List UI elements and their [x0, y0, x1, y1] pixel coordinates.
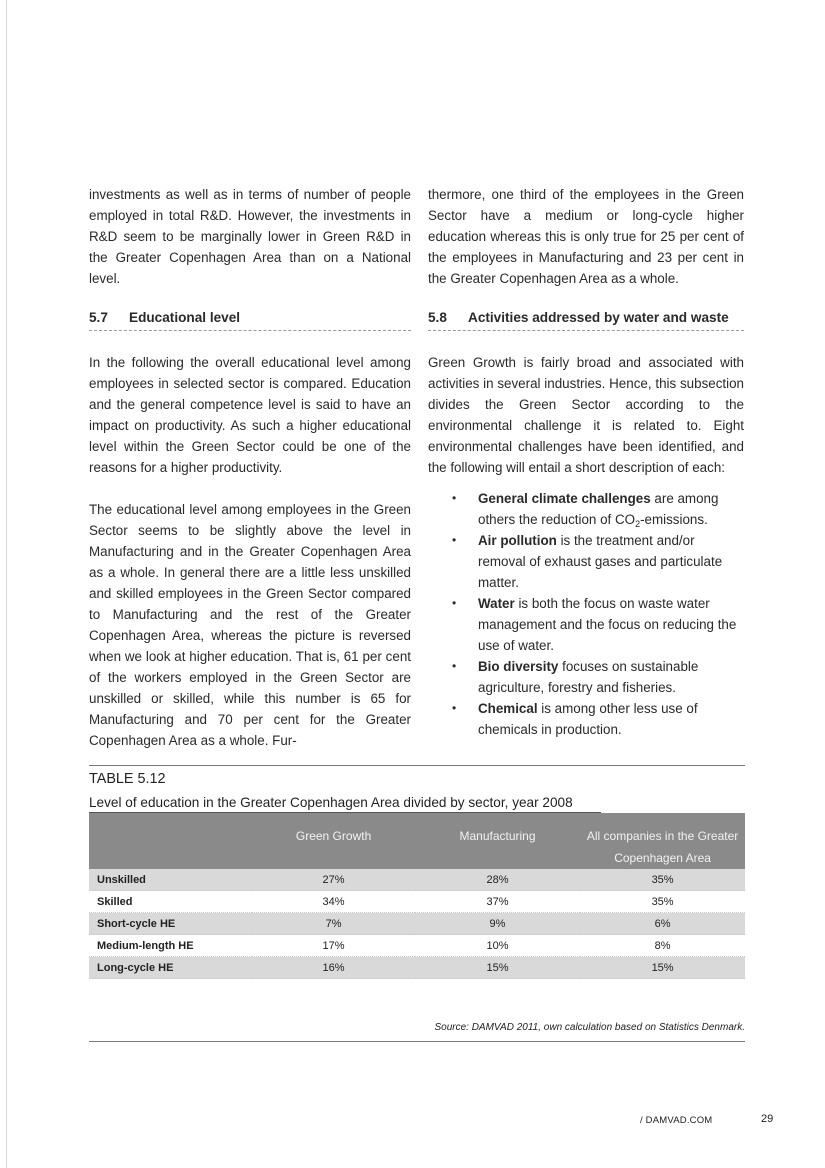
list-term: Air pollution [478, 533, 557, 548]
section-heading-5-8 [428, 309, 744, 331]
left-paragraph-2: In the following the overall educational level among employees in selected sector is compared. Education and the general competence level is said to have an impact on productivity. As such a higher educational level within the Green Sector could be one of the reasons for a higher productivity. [89, 355, 411, 475]
table-cell: 8% [580, 935, 745, 957]
list-text: is both the focus on waste water management and the focus on reducing the use of water. [478, 596, 737, 653]
table-title: Level of education in the Greater Copenhagen Area divided by sector, year 2008 [89, 795, 573, 810]
table-cell: 15% [580, 957, 745, 979]
bullet-icon: • [452, 491, 457, 505]
footer-brand: / DAMVAD.COM [640, 1115, 713, 1126]
list-item [428, 593, 744, 656]
right-paragraph-2: Green Growth is fairly broad and associated with activities in several industries. Hence, this subsection divides the Green Sector according to the environmental challenge it is related to. Eight environmental challenges have been identified, and the following will entail a short description of each: [428, 355, 744, 475]
table-cell: 37% [415, 891, 580, 913]
section-title: Educational level [129, 310, 241, 325]
table-bottom-rule [89, 1041, 745, 1042]
table-cell: 35% [580, 869, 745, 891]
list-text: is among other less use of chemicals in production. [478, 701, 698, 737]
list-term: Bio diversity [478, 659, 559, 674]
education-table [89, 813, 745, 979]
table-cell: 10% [415, 935, 580, 957]
list-item [428, 698, 744, 740]
table-row [89, 913, 745, 935]
table-header-row [89, 813, 745, 869]
right-paragraph-1: thermore, one third of the employees in the Green Sector have a medium or long-cycle higher education whereas this is only true for 25 per cent of the employees in Manufacturing and 23 per cent in the Greater Copenhagen Area as a whole. [428, 187, 744, 286]
row-label: Skilled [89, 891, 252, 913]
left-column [89, 184, 411, 751]
right-column [428, 184, 744, 740]
bullet-icon: • [452, 533, 457, 547]
section-number: 5.8 [428, 310, 447, 325]
table-source: Source: DAMVAD 2011, own calculation based on Statistics Denmark. [434, 1022, 745, 1033]
table-row [89, 891, 745, 913]
table-cell: 27% [252, 869, 415, 891]
table-cell: 34% [252, 891, 415, 913]
list-item [428, 488, 744, 530]
table-top-rule [89, 765, 745, 766]
table-header-manufacturing: Manufacturing [415, 813, 580, 869]
challenge-list [428, 488, 744, 740]
section-title: Activities addressed by water and waste [468, 310, 729, 325]
left-paragraph-1: investments as well as in terms of number of people employed in total R&D. However, the investments in R&D seem to be marginally lower in Green R&D in the Greater Copenhagen Area than on a National level. [89, 187, 411, 286]
table-row [89, 935, 745, 957]
table-cell: 35% [580, 891, 745, 913]
bullet-icon: • [452, 659, 457, 673]
list-text: is the treatment and/or removal of exhaust gases and particulate matter. [478, 533, 723, 590]
section-heading-5-7 [89, 309, 411, 331]
row-label: Long-cycle HE [89, 957, 252, 979]
table-header-green-growth: Green Growth [252, 813, 415, 869]
list-text: are among others the reduction of CO [478, 491, 719, 527]
table-row [89, 869, 745, 891]
table-row [89, 957, 745, 979]
section-number: 5.7 [89, 310, 108, 325]
table-cell: 6% [580, 913, 745, 935]
row-label: Medium-length HE [89, 935, 252, 957]
table-cell: 28% [415, 869, 580, 891]
table-label: TABLE 5.12 [89, 771, 166, 787]
list-term: General climate challenges [478, 491, 651, 506]
list-item [428, 656, 744, 698]
table-cell: 17% [252, 935, 415, 957]
table-cell: 7% [252, 913, 415, 935]
row-label: Short-cycle HE [89, 913, 252, 935]
page-edge [6, 0, 7, 1168]
list-text: focuses on sustainable agriculture, forestry and fisheries. [478, 659, 699, 695]
list-term: Chemical [478, 701, 538, 716]
table-cell: 9% [415, 913, 580, 935]
page-number: 29 [761, 1113, 774, 1125]
subscript: 2 [635, 519, 641, 529]
left-paragraph-3: The educational level among employees in the Green Sector seems to be slightly above the level in Manufacturing and in the Greater Copenhagen Area as a whole. In general there are a little less unskilled and skilled employees in the Green Sector compared to Manufacturing and the rest of the Greater Copenhagen Area, whereas the picture is reversed when we look at higher education. That is, 61 per cent of the workers employed in the Green Sector are unskilled or skilled, while this number is 65 for Manufacturing and 70 per cent for the Greater Copenhagen Area as a whole. Fur- [89, 502, 411, 748]
bullet-icon: • [452, 701, 457, 715]
bullet-icon: • [452, 596, 457, 610]
list-term: Water [478, 596, 515, 611]
table-cell: 16% [252, 957, 415, 979]
table-cell: 15% [415, 957, 580, 979]
table-header-all-companies: All companies in the Greater Copenhagen Area [580, 813, 745, 869]
list-text-tail: -emissions. [640, 512, 708, 527]
list-item [428, 530, 744, 593]
row-label: Unskilled [89, 869, 252, 891]
table-header-blank [89, 813, 252, 869]
